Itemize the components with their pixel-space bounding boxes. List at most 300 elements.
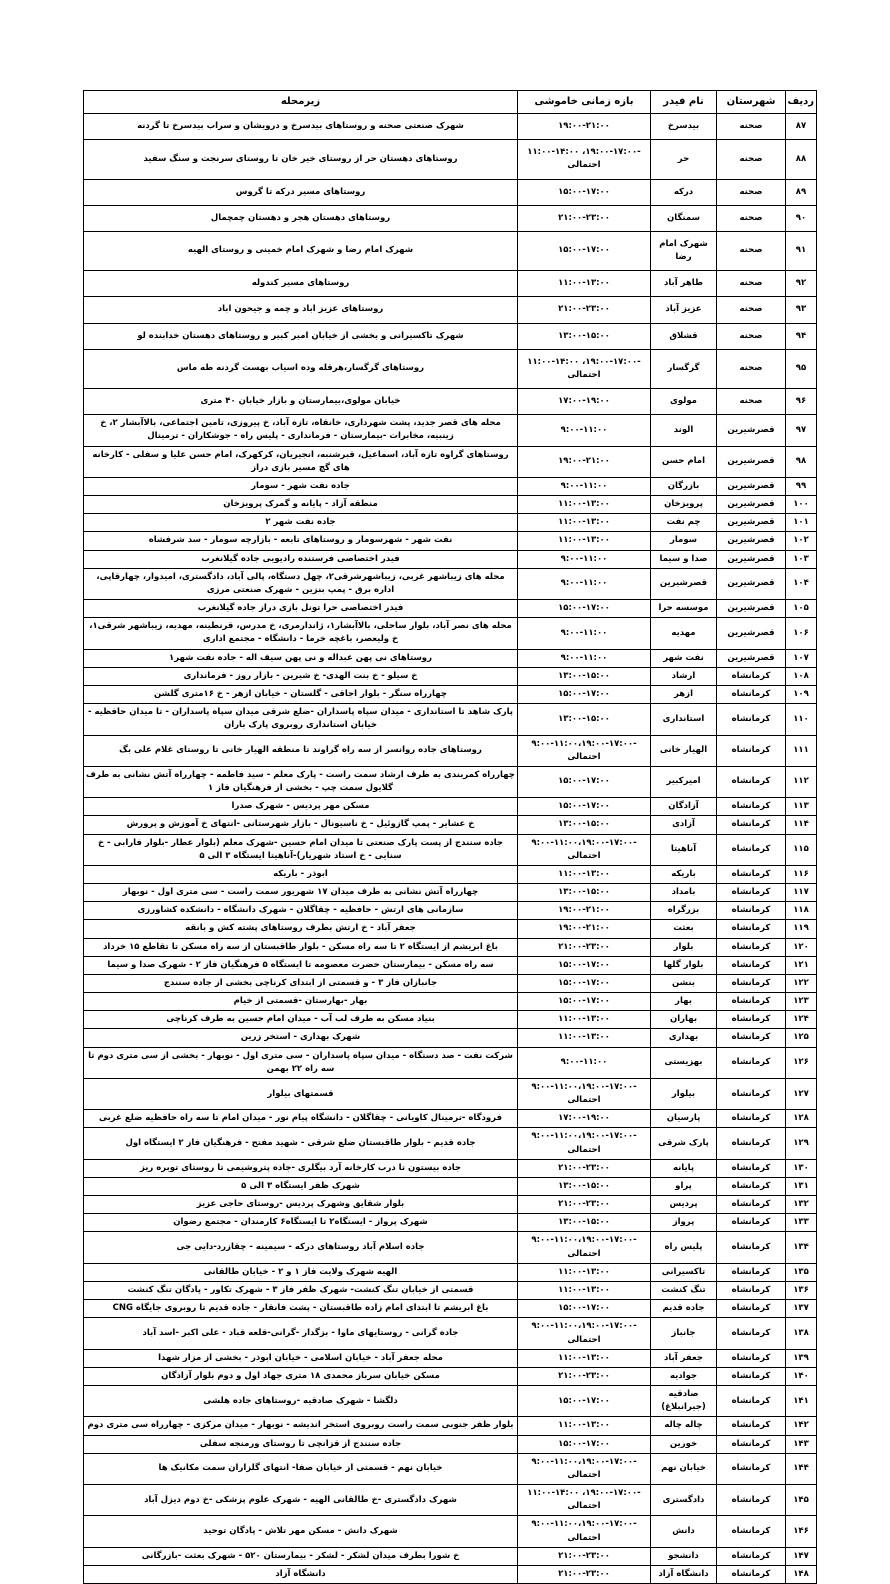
county-cell: صحنه: [717, 297, 786, 323]
row-number-cell: ۱۱۹: [786, 920, 817, 938]
row-number-cell: ۱۱۳: [786, 798, 817, 816]
area-cell: شهرک دادگستری -خ طالقانی الهیه - شهرک علوم پزشکی -خ دوم دیزل آباد: [84, 1485, 518, 1516]
row-number-cell: ۱۲۰: [786, 938, 817, 956]
area-cell: جاده گرانی - روستایهای ماوا - بزگدار -گرانی-قلعه قباد - علی اکبر -اسد آباد: [84, 1318, 518, 1349]
time-cell: ۹:۰۰-۱۱:۰۰،۱۹:۰۰-۱۷:۰۰-احتمالی: [518, 1078, 651, 1109]
area-cell: الهیه شهرک ولایت فاز ۱ و ۲ - خیابان طالقانی: [84, 1263, 518, 1281]
time-cell: ۱۵:۰۰-۱۷:۰۰: [518, 1386, 651, 1417]
table-row: [84, 618, 817, 649]
feeder-cell: بعثت: [651, 920, 717, 938]
row-number-cell: ۹۲: [786, 271, 817, 297]
county-cell: کرمانشاه: [717, 1453, 786, 1484]
feeder-cell: جعفر آباد: [651, 1349, 717, 1367]
county-cell: صحنه: [717, 205, 786, 231]
row-number-cell: ۱۲۸: [786, 1110, 817, 1128]
area-cell: شهرک صنعتی صحنه و روستاهای بیدسرخ و درویشان و سراب بیدسرخ تا گردنه: [84, 114, 518, 140]
county-cell: کرمانشاه: [717, 1417, 786, 1435]
row-number-cell: ۸۸: [786, 140, 817, 179]
row-number-cell: ۱۳۲: [786, 1196, 817, 1214]
area-cell: قسمتهای بیلوار: [84, 1078, 518, 1109]
feeder-cell: چم نفت: [651, 514, 717, 532]
time-cell: ۹:۰۰-۱۱:۰۰: [518, 415, 651, 446]
time-cell: ۱۹:۰۰-۲۱:۰۰: [518, 114, 651, 140]
row-number-cell: ۹۴: [786, 323, 817, 349]
county-cell: کرمانشاه: [717, 667, 786, 685]
row-number-cell: ۹۹: [786, 477, 817, 495]
time-cell: ۱۳:۰۰-۱۵:۰۰: [518, 884, 651, 902]
table-row: [84, 1029, 817, 1047]
county-cell: کرمانشاه: [717, 1047, 786, 1078]
county-cell: صحنه: [717, 389, 786, 415]
feeder-cell: آزادگان: [651, 798, 717, 816]
area-cell: محله جعفر آباد - خیابان اسلامی - خیابان ابوذر - بخشی از مزار شهدا: [84, 1349, 518, 1367]
time-cell: ۱۷:۰۰-۱۹:۰۰: [518, 389, 651, 415]
time-cell: ۱۱:۰۰-۱۳:۰۰: [518, 1282, 651, 1300]
row-number-cell: ۱۰۷: [786, 649, 817, 667]
county-cell: کرمانشاه: [717, 1232, 786, 1263]
area-cell: خیابان مولوی،بیمارستان و بازار خیابان ۴۰ متری: [84, 389, 518, 415]
row-number-cell: ۱۳۰: [786, 1159, 817, 1177]
time-cell: ۲۱:۰۰-۲۳:۰۰: [518, 1547, 651, 1565]
county-cell: قصرشیرین: [717, 477, 786, 495]
row-number-cell: ۱۱۸: [786, 902, 817, 920]
row-number-cell: ۹۶: [786, 389, 817, 415]
row-number-cell: ۱۱۰: [786, 704, 817, 735]
header-feeder-name: نام فیدر: [651, 91, 717, 114]
area-cell: شهرک بهداری - استخر زرین: [84, 1029, 518, 1047]
area-cell: بهار -بهارستان -قسمتی از خیام: [84, 993, 518, 1011]
area-cell: مسکن مهر پردیس - شهرک صدرا: [84, 798, 518, 816]
feeder-cell: صادقیه (جیرانبلاغ): [651, 1386, 717, 1417]
table-row: [84, 600, 817, 618]
table-row: [84, 956, 817, 974]
area-cell: فیدر اختصاصی حرا تونل بازی دراز جاده گیلانغرب: [84, 600, 518, 618]
time-cell: ۲۱:۰۰-۲۳:۰۰: [518, 938, 651, 956]
table-row: [84, 865, 817, 883]
table-row: [84, 1196, 817, 1214]
feeder-cell: خورین: [651, 1435, 717, 1453]
county-cell: کرمانشاه: [717, 1516, 786, 1547]
time-cell: ۱۵:۰۰-۱۷:۰۰: [518, 600, 651, 618]
time-cell: ۱۵:۰۰-۱۷:۰۰: [518, 974, 651, 992]
feeder-cell: چاله چاله: [651, 1417, 717, 1435]
row-number-cell: ۱۳۷: [786, 1300, 817, 1318]
table-row: [84, 735, 817, 766]
area-cell: جاده قدیم - بلوار طاقبستان ضلع شرقی - شهید مفتح - فرهنگیان فاز ۲ ایستگاه اول: [84, 1128, 518, 1159]
area-cell: سه راه مسکن - بیمارستان حضرت معصومه تا ایستگاه ۵ فرهنگیان فاز ۲ - شهرک صدا و سیما: [84, 956, 518, 974]
table-row: [84, 271, 817, 297]
area-cell: شرکت نفت - صد دستگاه - میدان سپاه پاسداران - سی متری اول - نوبهار - بخشی از سی متری دوم تا سه راه ۲۲ بهمن: [84, 1047, 518, 1078]
area-cell: خیابان نهم - قسمتی از خیابان صفا- انتهای گلزاران سمت مکانیک ها: [84, 1453, 518, 1484]
feeder-cell: قصرشیرین: [651, 568, 717, 599]
county-cell: قصرشیرین: [717, 568, 786, 599]
time-cell: ۹:۰۰-۱۱:۰۰،۱۹:۰۰-۱۷:۰۰-احتمالی: [518, 834, 651, 865]
row-number-cell: ۱۰۶: [786, 618, 817, 649]
time-cell: ۱۵:۰۰-۱۷:۰۰: [518, 1435, 651, 1453]
county-cell: کرمانشاه: [717, 1565, 786, 1583]
row-number-cell: ۱۳۹: [786, 1349, 817, 1367]
row-number-cell: ۱۲۱: [786, 956, 817, 974]
header-county: شهرستان: [717, 91, 786, 114]
row-number-cell: ۹۷: [786, 415, 817, 446]
table-row: [84, 1159, 817, 1177]
row-number-cell: ۱۴۱: [786, 1386, 817, 1417]
county-cell: کرمانشاه: [717, 1078, 786, 1109]
county-cell: کرمانشاه: [717, 1110, 786, 1128]
feeder-cell: دانشجو: [651, 1547, 717, 1565]
table-row: [84, 1318, 817, 1349]
time-cell: ۱۱:۰۰-۱۴:۰۰ ،۱۹:۰۰-۱۷:۰۰-احتمالی: [518, 349, 651, 388]
feeder-cell: عزیز آباد: [651, 297, 717, 323]
feeder-cell: استانداری: [651, 704, 717, 735]
county-cell: قصرشیرین: [717, 532, 786, 550]
county-cell: کرمانشاه: [717, 865, 786, 883]
feeder-cell: پارک شرقی: [651, 1128, 717, 1159]
row-number-cell: ۱۴۸: [786, 1565, 817, 1583]
time-cell: ۲۱:۰۰-۲۳:۰۰: [518, 1159, 651, 1177]
area-cell: باغ ابریشم تا ابتدای امام زاده طاقبستان - پشت فانقار - جاده قدیم تا روبروی جایگاه CNG: [84, 1300, 518, 1318]
area-cell: خ سیلو - خ بنت الهدی- خ شیرین - بازار روز - فرمانداری: [84, 667, 518, 685]
time-cell: ۹:۰۰-۱۱:۰۰،۱۹:۰۰-۱۷:۰۰-احتمالی: [518, 735, 651, 766]
area-cell: جاده اسلام آباد روستاهای درکه - سیمینه - چقازرد-دایی جی: [84, 1232, 518, 1263]
row-number-cell: ۱۱۵: [786, 834, 817, 865]
feeder-cell: موسسه حرا: [651, 600, 717, 618]
area-cell: خ عشایر - پمپ گازوئیل - خ ناسیونال - بازار شهرستانی -انتهای خ آموزش و پرورش: [84, 816, 518, 834]
county-cell: کرمانشاه: [717, 1029, 786, 1047]
feeder-cell: بهار: [651, 993, 717, 1011]
time-cell: ۹:۰۰-۱۱:۰۰: [518, 618, 651, 649]
area-cell: جعفر آباد - خ ارتش بطرف روستاهای پشته کش و بانقه: [84, 920, 518, 938]
county-cell: قصرشیرین: [717, 600, 786, 618]
county-cell: کرمانشاه: [717, 816, 786, 834]
feeder-cell: مهدیه: [651, 618, 717, 649]
feeder-cell: آناهیتا: [651, 834, 717, 865]
table-row: [84, 1367, 817, 1385]
time-cell: ۱۹:۰۰-۲۱:۰۰: [518, 446, 651, 477]
table-row: [84, 415, 817, 446]
feeder-cell: سومار: [651, 532, 717, 550]
feeder-cell: نفت شهر: [651, 649, 717, 667]
row-number-cell: ۱۴۷: [786, 1547, 817, 1565]
table-row: [84, 667, 817, 685]
area-cell: شهرک پرواز - ایستگاه۲ تا ایستگاه۶ کارمندان - مجتمع رضوان: [84, 1214, 518, 1232]
feeder-cell: آزادی: [651, 816, 717, 834]
feeder-cell: امام حسن: [651, 446, 717, 477]
time-cell: ۹:۰۰-۱۱:۰۰: [518, 550, 651, 568]
time-cell: ۱۱:۰۰-۱۳:۰۰: [518, 1029, 651, 1047]
header-sub-neighborhood: زیرمحله: [84, 91, 518, 114]
table-row: [84, 1128, 817, 1159]
row-number-cell: ۱۲۵: [786, 1029, 817, 1047]
feeder-cell: مولوی: [651, 389, 717, 415]
row-number-cell: ۱۳۸: [786, 1318, 817, 1349]
time-cell: ۱۹:۰۰-۲۱:۰۰: [518, 902, 651, 920]
time-cell: ۲۱:۰۰-۲۳:۰۰: [518, 297, 651, 323]
header-row-number: ردیف: [786, 91, 817, 114]
county-cell: کرمانشاه: [717, 1263, 786, 1281]
header-row: [84, 91, 817, 114]
area-cell: محله های قصر جدید، پشت شهرداری، خانقاه، تازه آباد، خ پیروزی، تامین اجتماعی، بالاآبشار ۲، خ زینبیه، مخابرات -بیمارستان - فرمانداری - پلیس راه - جوشکاران - ترمینال: [84, 415, 518, 446]
county-cell: کرمانشاه: [717, 1547, 786, 1565]
feeder-cell: پراو: [651, 1177, 717, 1195]
time-cell: ۱۱:۰۰-۱۳:۰۰: [518, 514, 651, 532]
area-cell: محله های زیباشهر غربی، زیباشهرشرقی۲، چهل دستگاه، پالی آباد، دادگستری، امیدوار، چهارقاپی، اداره برق - پمپ بنزین - شهرک صنعتی مرزی: [84, 568, 518, 599]
area-cell: روستاهای نی پهن عبداله و نی پهن سیف اله - جاده نفت شهر۱: [84, 649, 518, 667]
feeder-cell: بیلوار: [651, 1078, 717, 1109]
time-cell: ۹:۰۰-۱۱:۰۰،۱۹:۰۰-۱۷:۰۰-احتمالی: [518, 1516, 651, 1547]
row-number-cell: ۱۰۵: [786, 600, 817, 618]
row-number-cell: ۸۷: [786, 114, 817, 140]
table-row: [84, 1349, 817, 1367]
county-cell: قصرشیرین: [717, 496, 786, 514]
area-cell: دلگشا - شهرک صادقیه -روستاهای جاده هلشی: [84, 1386, 518, 1417]
feeder-cell: پایانه: [651, 1159, 717, 1177]
feeder-cell: بلوار گلها: [651, 956, 717, 974]
table-row: [84, 649, 817, 667]
area-cell: مسکن خیابان سرباز محمدی ۱۸ متری جهاد اول و دوم بلوار آزادگان: [84, 1367, 518, 1385]
table-row: [84, 1011, 817, 1029]
area-cell: باغ ابریشم از ایستگاه ۲ تا سه راه مسکن - بلوار طاقبستان از سه راه مسکن تا تقاطع ۱۵ خرداد: [84, 938, 518, 956]
feeder-cell: پارسیان: [651, 1110, 717, 1128]
table-row: [84, 902, 817, 920]
row-number-cell: ۱۱۷: [786, 884, 817, 902]
area-cell: روستاهای عزیز اباد و چمه و جیحون اباد: [84, 297, 518, 323]
table-row: [84, 1078, 817, 1109]
feeder-cell: قشلاق: [651, 323, 717, 349]
feeder-cell: حر: [651, 140, 717, 179]
county-cell: کرمانشاه: [717, 1214, 786, 1232]
row-number-cell: ۹۵: [786, 349, 817, 388]
row-number-cell: ۱۲۶: [786, 1047, 817, 1078]
time-cell: ۱۵:۰۰-۱۷:۰۰: [518, 766, 651, 797]
time-cell: ۱۵:۰۰-۱۷:۰۰: [518, 231, 651, 270]
area-cell: چهارراه آتش نشانی به طرف میدان ۱۷ شهریور سمت راست - سی متری اول - نوبهار: [84, 884, 518, 902]
county-cell: کرمانشاه: [717, 1177, 786, 1195]
time-cell: ۱۳:۰۰-۱۵:۰۰: [518, 1177, 651, 1195]
county-cell: کرمانشاه: [717, 902, 786, 920]
time-cell: ۹:۰۰-۱۱:۰۰: [518, 649, 651, 667]
area-cell: ابوذر - باریکه: [84, 865, 518, 883]
area-cell: خ شورا بطرف میدان لشکر - لشکر - بیمارستان ۵۲۰ - شهرک بعثت -بازرگانی: [84, 1547, 518, 1565]
table-row: [84, 1565, 817, 1583]
area-cell: روستاهای دهستان هجر و دهستان چمچمال: [84, 205, 518, 231]
table-row: [84, 1386, 817, 1417]
row-number-cell: ۱۲۳: [786, 993, 817, 1011]
county-cell: صحنه: [717, 231, 786, 270]
county-cell: کرمانشاه: [717, 1367, 786, 1385]
time-cell: ۱۱:۰۰-۱۳:۰۰: [518, 1349, 651, 1367]
time-cell: ۱۱:۰۰-۱۴:۰۰ ،۱۹:۰۰-۱۷:۰۰-احتمالی: [518, 1485, 651, 1516]
feeder-cell: گرگسار: [651, 349, 717, 388]
time-cell: ۱۱:۰۰-۱۳:۰۰: [518, 496, 651, 514]
row-number-cell: ۱۴۲: [786, 1417, 817, 1435]
county-cell: کرمانشاه: [717, 1386, 786, 1417]
area-cell: سازمانی های ارتش - حافظیه - چقاگلان - شهرک دانشگاه - دانشکده کشاورزی: [84, 902, 518, 920]
county-cell: کرمانشاه: [717, 884, 786, 902]
area-cell: جاده سنندج از قزانچی تا روستای ورمنجه سفلی: [84, 1435, 518, 1453]
area-cell: شهرک دانش - مسکن مهر تلاش - پادگان توحید: [84, 1516, 518, 1547]
county-cell: قصرشیرین: [717, 514, 786, 532]
table-row: [84, 514, 817, 532]
feeder-cell: دانش: [651, 1516, 717, 1547]
feeder-cell: جاده قدیم: [651, 1300, 717, 1318]
feeder-cell: بازرگان: [651, 477, 717, 495]
time-cell: ۱۵:۰۰-۱۷:۰۰: [518, 993, 651, 1011]
row-number-cell: ۱۱۱: [786, 735, 817, 766]
county-cell: صحنه: [717, 179, 786, 205]
area-cell: روستاهای دهستان حر از روستای خیر خان تا روستای سرنجت و سنگ سفید: [84, 140, 518, 179]
area-cell: جاده نفت شهر - سومار: [84, 477, 518, 495]
feeder-cell: بنشن: [651, 974, 717, 992]
feeder-cell: طاهر آباد: [651, 271, 717, 297]
table-row: [84, 297, 817, 323]
row-number-cell: ۱۴۶: [786, 1516, 817, 1547]
table-row: [84, 140, 817, 179]
county-cell: کرمانشاه: [717, 798, 786, 816]
county-cell: کرمانشاه: [717, 1196, 786, 1214]
feeder-cell: بزرگراه: [651, 902, 717, 920]
area-cell: جانبازان فاز ۳ - و قسمتی از ابتدای کرناچی بخشی از جاده سنندج: [84, 974, 518, 992]
header-outage-time: بازه زمانی خاموشی: [518, 91, 651, 114]
row-number-cell: ۱۴۳: [786, 1435, 817, 1453]
time-cell: ۱۳:۰۰-۱۵:۰۰: [518, 1214, 651, 1232]
time-cell: ۱۵:۰۰-۱۷:۰۰: [518, 798, 651, 816]
area-cell: دانشگاه آزاد: [84, 1565, 518, 1583]
area-cell: روستاهای مسیر درکه تا گروس: [84, 179, 518, 205]
table-row: [84, 205, 817, 231]
feeder-cell: ارشاد: [651, 667, 717, 685]
county-cell: صحنه: [717, 349, 786, 388]
table-row: [84, 884, 817, 902]
time-cell: ۱۵:۰۰-۱۷:۰۰: [518, 1300, 651, 1318]
table-row: [84, 1453, 817, 1484]
time-cell: ۱۱:۰۰-۱۳:۰۰: [518, 271, 651, 297]
row-number-cell: ۸۹: [786, 179, 817, 205]
outage-schedule-table: [83, 90, 817, 1584]
county-cell: کرمانشاه: [717, 735, 786, 766]
table-row: [84, 1282, 817, 1300]
county-cell: کرمانشاه: [717, 834, 786, 865]
county-cell: کرمانشاه: [717, 974, 786, 992]
area-cell: جاده بیستون تا درب کارخانه آرد بیگلری -جاده پتروشیمی تا روستای توبره ریز: [84, 1159, 518, 1177]
area-cell: جاده سنندج از پست پارک صنعتی تا میدان امام حسین -شهرک معلم (بلوار عطار -بلوار فارابی - خ سنایی - خ استاد شهریار)-آناهیتا ایستگاه ۳ الی ۵: [84, 834, 518, 865]
county-cell: کرمانشاه: [717, 704, 786, 735]
table-row: [84, 1177, 817, 1195]
time-cell: ۱۳:۰۰-۱۵:۰۰: [518, 323, 651, 349]
row-number-cell: ۱۲۴: [786, 1011, 817, 1029]
area-cell: روستاهای مسیر کندوله: [84, 271, 518, 297]
row-number-cell: ۱۰۴: [786, 568, 817, 599]
county-cell: کرمانشاه: [717, 1159, 786, 1177]
feeder-cell: تاکسیرانی: [651, 1263, 717, 1281]
table-row: [84, 920, 817, 938]
area-cell: پارک شاهد تا استانداری - میدان سپاه پاسداران -ضلع شرقی میدان سپاه پاسداران - تا میدان حافظیه - خیابان استانداری روبروی پارک باران: [84, 704, 518, 735]
time-cell: ۱۱:۰۰-۱۴:۰۰ ،۱۹:۰۰-۱۷:۰۰-احتمالی: [518, 140, 651, 179]
area-cell: شهرک تاکسیرانی و بخشی از خیابان امیر کبیر و روستاهای دهستان خدابنده لو: [84, 323, 518, 349]
row-number-cell: ۹۳: [786, 297, 817, 323]
feeder-cell: جوادیه: [651, 1367, 717, 1385]
table-row: [84, 685, 817, 703]
row-number-cell: ۱۳۶: [786, 1282, 817, 1300]
feeder-cell: شهرک امام رضا: [651, 231, 717, 270]
row-number-cell: ۱۰۳: [786, 550, 817, 568]
table-row: [84, 766, 817, 797]
time-cell: ۱۳:۰۰-۱۵:۰۰: [518, 816, 651, 834]
feeder-cell: امیرکبیر: [651, 766, 717, 797]
table-row: [84, 1485, 817, 1516]
row-number-cell: ۱۱۶: [786, 865, 817, 883]
county-cell: قصرشیرین: [717, 618, 786, 649]
row-number-cell: ۹۸: [786, 446, 817, 477]
county-cell: قصرشیرین: [717, 446, 786, 477]
county-cell: قصرشیرین: [717, 415, 786, 446]
time-cell: ۹:۰۰-۱۱:۰۰،۱۹:۰۰-۱۷:۰۰-احتمالی: [518, 1232, 651, 1263]
table-row: [84, 1214, 817, 1232]
table-row: [84, 1232, 817, 1263]
feeder-cell: بهاران: [651, 1011, 717, 1029]
table-row: [84, 1417, 817, 1435]
area-cell: نفت شهر - شهرسومار و روستاهای تابعه - بازارچه سومار - سد شرفشاه: [84, 532, 518, 550]
row-number-cell: ۱۲۲: [786, 974, 817, 992]
table-row: [84, 1300, 817, 1318]
table-body: [84, 114, 817, 1584]
feeder-cell: صدا و سیما: [651, 550, 717, 568]
area-cell: بلوار شقایق وشهرک پردیس -روستای حاجی عزیز: [84, 1196, 518, 1214]
county-cell: کرمانشاه: [717, 1282, 786, 1300]
row-number-cell: ۱۰۲: [786, 532, 817, 550]
time-cell: ۲۱:۰۰-۲۳:۰۰: [518, 1565, 651, 1583]
time-cell: ۱۷:۰۰-۱۹:۰۰: [518, 1110, 651, 1128]
table-row: [84, 532, 817, 550]
area-cell: فیدر اختصاصی فرستنده رادیویی جاده گیلانغرب: [84, 550, 518, 568]
row-number-cell: ۱۴۰: [786, 1367, 817, 1385]
area-cell: محله های نصر آباد، بلوار ساحلی، بالاآبشار۱، ژاندارمری، خ مدرس، قرنطینه، مهدیه، زیباشهر شرقی۱، خ ولیعصر، باغچه خرما - دانشگاه - مجتمع اداری: [84, 618, 518, 649]
row-number-cell: ۱۰۰: [786, 496, 817, 514]
time-cell: ۹:۰۰-۱۱:۰۰: [518, 477, 651, 495]
feeder-cell: دادگستری: [651, 1485, 717, 1516]
time-cell: ۱۱:۰۰-۱۳:۰۰: [518, 1417, 651, 1435]
feeder-cell: پرویزخان: [651, 496, 717, 514]
row-number-cell: ۱۰۹: [786, 685, 817, 703]
feeder-cell: بیدسرخ: [651, 114, 717, 140]
table-row: [84, 477, 817, 495]
feeder-cell: بلوار: [651, 938, 717, 956]
time-cell: ۱۱:۰۰-۱۳:۰۰: [518, 1011, 651, 1029]
time-cell: ۲۱:۰۰-۲۳:۰۰: [518, 205, 651, 231]
row-number-cell: ۱۳۳: [786, 1214, 817, 1232]
table-row: [84, 1435, 817, 1453]
time-cell: ۹:۰۰-۱۱:۰۰: [518, 1047, 651, 1078]
time-cell: ۱۱:۰۰-۱۳:۰۰: [518, 865, 651, 883]
row-number-cell: ۱۰۸: [786, 667, 817, 685]
row-number-cell: ۱۲۹: [786, 1128, 817, 1159]
county-cell: کرمانشاه: [717, 685, 786, 703]
county-cell: کرمانشاه: [717, 1300, 786, 1318]
row-number-cell: ۱۴۴: [786, 1453, 817, 1484]
time-cell: ۹:۰۰-۱۱:۰۰: [518, 568, 651, 599]
time-cell: ۱۵:۰۰-۱۷:۰۰: [518, 179, 651, 205]
feeder-cell: سمنگان: [651, 205, 717, 231]
table-row: [84, 974, 817, 992]
area-cell: قسمتی از خیابان تنگ کنشت- شهرک ظفر فاز ۳ - شهرک تکاور - پادگان تنگ کنشت: [84, 1282, 518, 1300]
county-cell: کرمانشاه: [717, 1485, 786, 1516]
time-cell: ۱۱:۰۰-۱۳:۰۰: [518, 1263, 651, 1281]
area-cell: شهرک ظفر ایستگاه ۳ الی ۵: [84, 1177, 518, 1195]
county-cell: کرمانشاه: [717, 1318, 786, 1349]
area-cell: فرودگاه -ترمینال کاویانی - چقاگلان - دانشگاه پیام نور - میدان امام تا سه راه حافظیه ضلع غربی: [84, 1110, 518, 1128]
county-cell: کرمانشاه: [717, 1349, 786, 1367]
table-row: [84, 349, 817, 388]
